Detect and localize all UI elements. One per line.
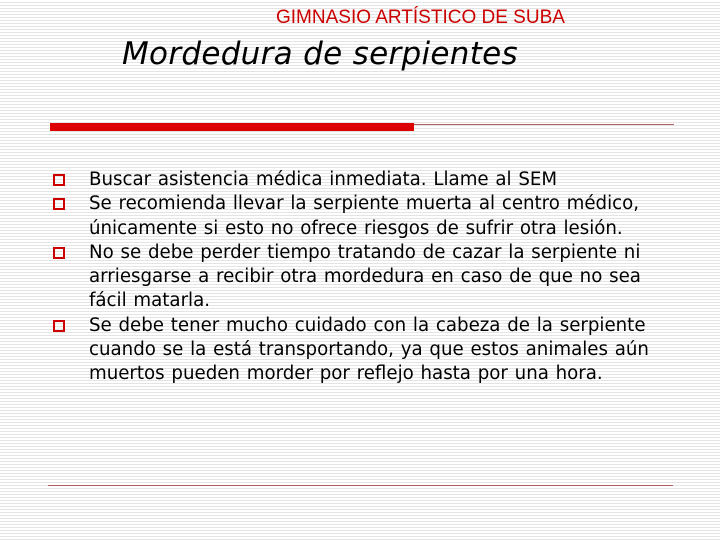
bullet-item (52, 241, 672, 314)
title-underline-thin (414, 124, 674, 125)
school-name: GIMNASIO ARTÍSTICO DE SUBA (276, 7, 565, 28)
bullet-text: Se recomienda llevar la serpiente muerta al centro médico, únicamente si esto no ofrece riesgos de sufrir otra lesión. (89, 193, 640, 239)
bullet-item (52, 314, 672, 387)
bullet-item (52, 192, 672, 241)
square-bullet-icon (53, 247, 65, 259)
title-underline-thick (50, 123, 414, 131)
bullet-text: Se debe tener mucho cuidado con la cabeza de la serpiente cuando se la está transportando, ya que estos animales aún muertos pueden morder por reflejo hasta por una hora. (89, 314, 649, 385)
header (0, 7, 720, 31)
square-bullet-icon (53, 198, 65, 210)
bullet-text: No se debe perder tiempo tratando de cazar la serpiente ni arriesgarse a recibir otra mordedura en caso de que no sea fácil matarla. (89, 241, 641, 312)
slide-title: Mordedura de serpientes (122, 36, 518, 72)
bullet-item (52, 168, 672, 192)
square-bullet-icon (53, 320, 65, 332)
bullet-text: Buscar asistencia médica inmediata. Llame al SEM (89, 169, 558, 190)
square-bullet-icon (53, 174, 65, 186)
bullet-list (52, 168, 672, 387)
footer-divider (48, 485, 673, 486)
